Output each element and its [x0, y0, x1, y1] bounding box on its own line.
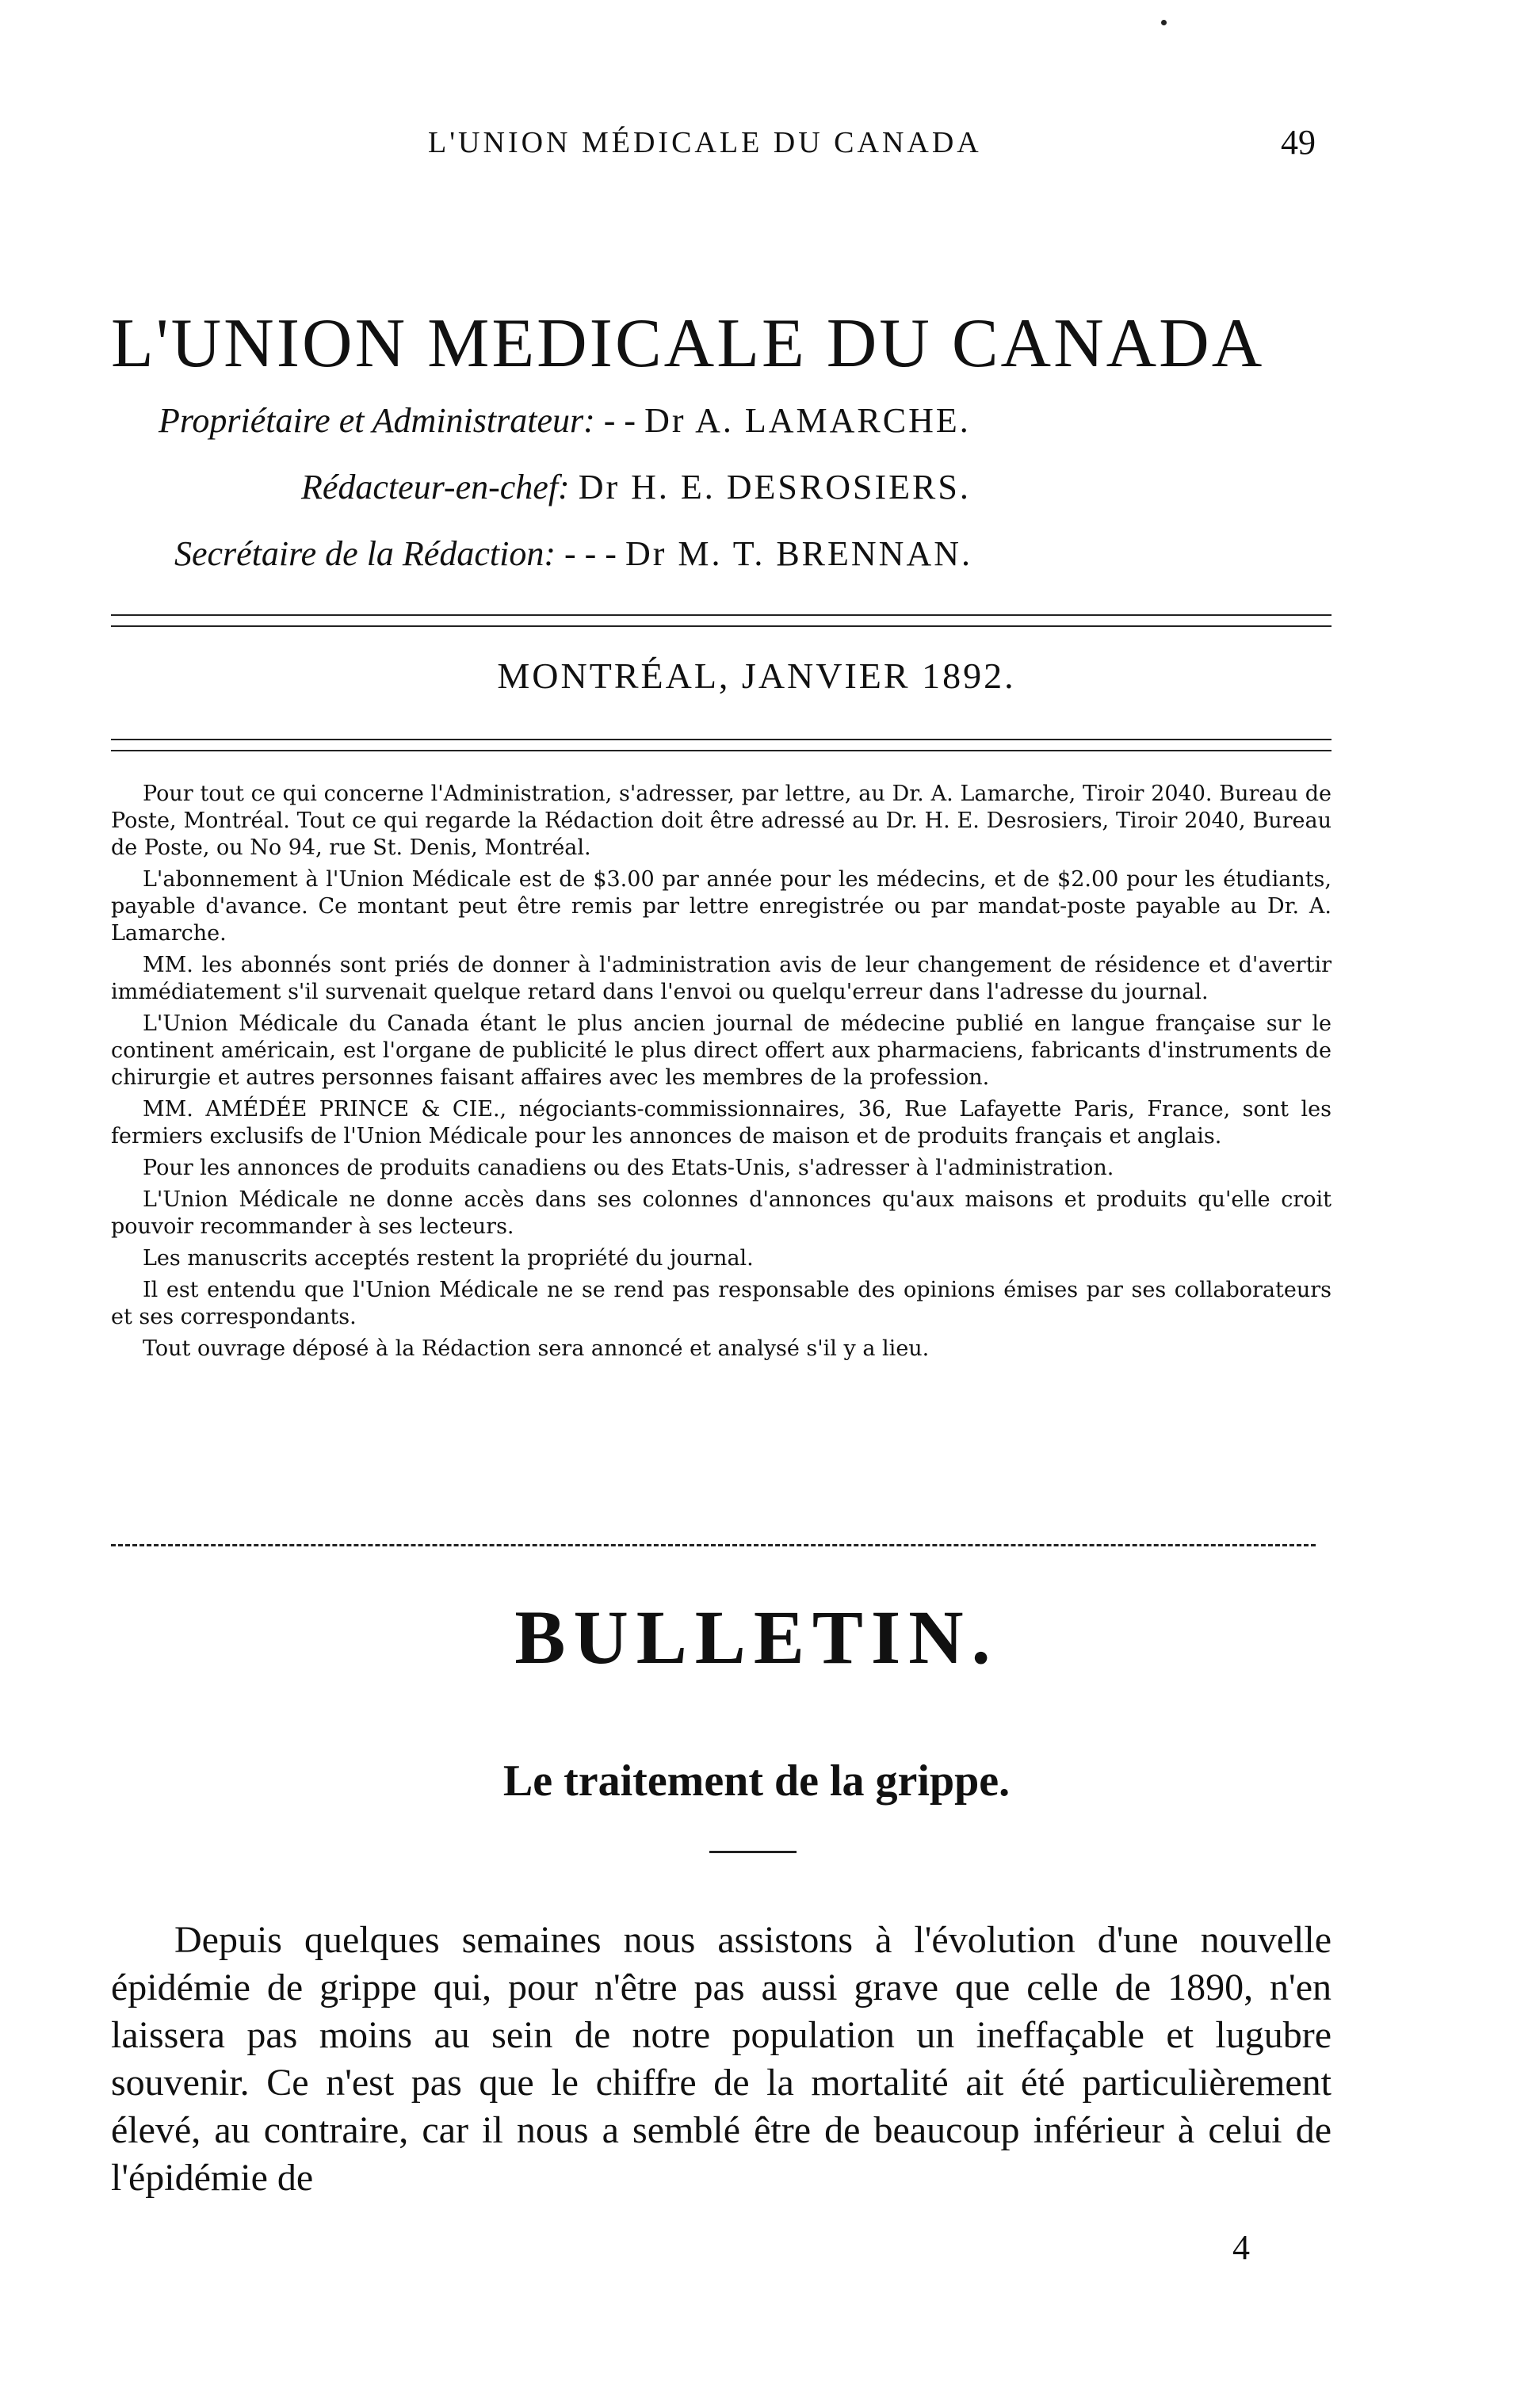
running-header: [111, 125, 1347, 165]
dashed-rule: [111, 1544, 1316, 1546]
notice-paragraph: L'Union Médicale ne donne accès dans ses colonnes d'annonces qu'aux maisons et produits qu'elle croit pouvoir recommander à ses lecteurs.: [111, 1187, 1332, 1239]
double-rule-bottom: [111, 739, 1332, 751]
notice-paragraph: MM. AMÉDÉE PRINCE & CIE., négociants-commissionnaires, 36, Rue Lafayette Paris, France, sont les fermiers exclusifs de l'Union Médicale pour les annonces de maison et de produits français et anglais.: [111, 1097, 1332, 1149]
signature-mark: 4: [1232, 2228, 1250, 2267]
notice-paragraph: L'abonnement à l'Union Médicale est de $3.00 par année pour les médecins, et de $2.00 pour les étudiants, payable d'avance. Ce montant peut être remis par lettre enregistrée ou par mandat-poste payable au Dr. A. Lamarche.: [111, 867, 1332, 946]
notice-paragraph: Pour tout ce qui concerne l'Administration, s'adresser, par lettre, au Dr. A. Lamarche, Tiroir 2040. Bureau de Poste, Montréal. Tout ce qui regarde la Rédaction doit être adressé au Dr. H. E. Desrosiers, Tiroir 2040, Bureau de Poste, ou No 94, rue St. Denis, Montréal.: [111, 782, 1332, 860]
article-title: Le traitement de la grippe.: [502, 1756, 1011, 1806]
staff-line-proprietor: [159, 396, 1411, 445]
staff-name: Dr H. E. DESROSIERS.: [578, 468, 971, 506]
staff-role: Secrétaire de la Rédaction:: [174, 534, 556, 573]
staff-separator: - -: [603, 401, 636, 440]
staff-role: Rédacteur-en-chef:: [301, 468, 570, 506]
staff-separator: - - -: [564, 534, 617, 573]
notice-paragraph: Il est entendu que l'Union Médicale ne se rend pas responsable des opinions émises par ses collaborateurs et ses correspondants.: [111, 1278, 1332, 1329]
notice-paragraph: Pour les annonces de produits canadiens ou des Etats-Unis, s'adresser à l'administration.: [143, 1156, 1114, 1180]
dateline: MONTRÉAL, JANVIER 1892.: [497, 656, 1016, 696]
staff-name: Dr M. T. BRENNAN.: [625, 534, 972, 573]
notice-paragraph: Les manuscrits acceptés restent la propriété du journal.: [143, 1246, 754, 1271]
article-body: [111, 1917, 1332, 2202]
staff-line-editor: [301, 463, 1411, 512]
notices-block: [111, 781, 1332, 1367]
notice-paragraph: L'Union Médicale du Canada étant le plus ancien journal de médecine publié en langue française sur le continent américain, est l'organe de publicité le plus direct offert aux pharmaciens, fabricants d'instruments de chirurgie et autres personnes faisant affaires avec les membres de la profession.: [111, 1011, 1332, 1090]
double-rule-top: [111, 614, 1332, 627]
journal-title: L'UNION MEDICALE DU CANADA: [111, 305, 1265, 382]
ink-speck: [1161, 20, 1167, 25]
staff-role: Propriétaire et Administrateur:: [159, 401, 595, 440]
notice-paragraph: MM. les abonnés sont priés de donner à l'administration avis de leur changement de résidence et d'avertir immédiatement s'il survenait quelque retard dans l'envoi ou quelqu'erreur dans l'adresse du journal.: [111, 953, 1332, 1004]
masthead: [95, 305, 1411, 579]
title-rule: [709, 1851, 797, 1853]
notice-paragraph: Tout ouvrage déposé à la Rédaction sera annoncé et analysé s'il y a lieu.: [143, 1336, 930, 1361]
page-number: 49: [1281, 123, 1316, 162]
body-paragraph: Depuis quelques semaines nous assistons à l'évolution d'une nouvelle épidémie de grippe qui, pour n'être pas aussi grave que celle de 1890, n'en laissera pas moins au sein de notre population un ineffaçable et lugubre souvenir. Ce n'est pas que le chiffre de la mortalité ait été particulièrement élevé, au contraire, car il nous a semblé être de beaucoup inférieur à celui de l'épidémie de: [111, 1919, 1332, 2199]
staff-name: Dr A. LAMARCHE.: [644, 401, 971, 440]
staff-line-secretary: [174, 529, 1411, 579]
running-title: L'UNION MÉDICALE DU CANADA: [428, 126, 982, 159]
section-title: BULLETIN.: [514, 1595, 999, 1680]
